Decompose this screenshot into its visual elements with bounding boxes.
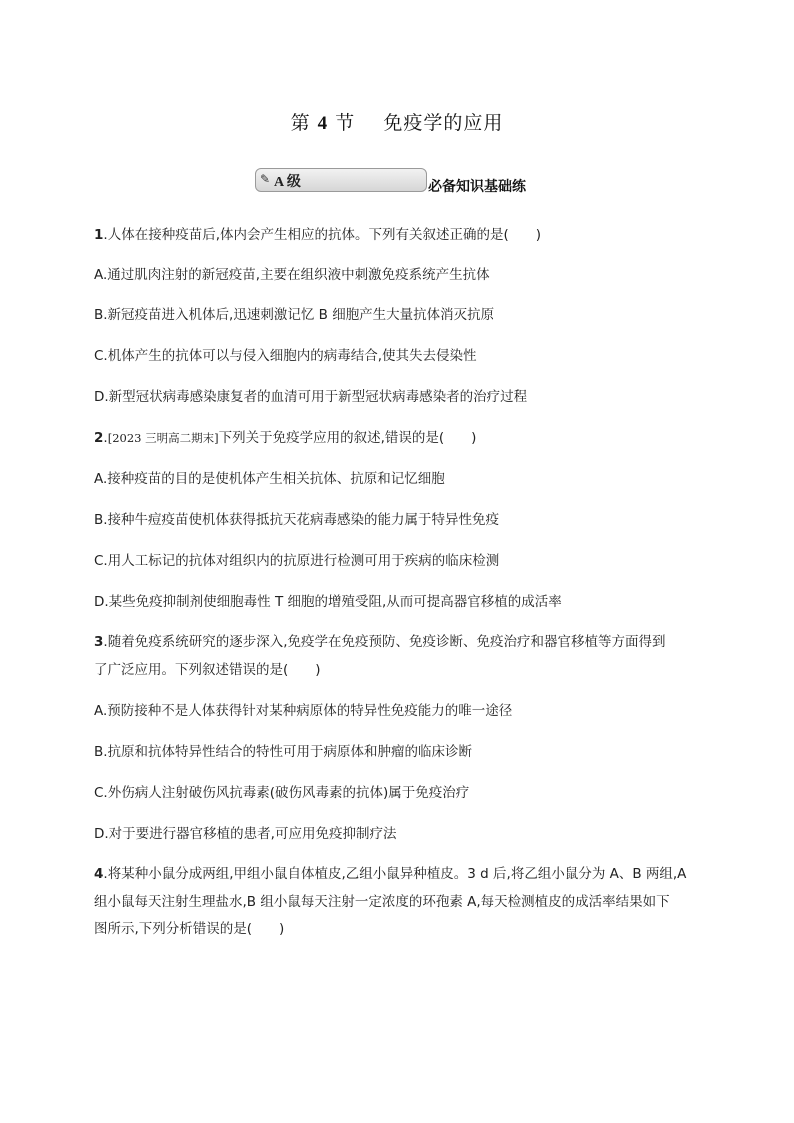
question-3-stem-line-1: 3.随着免疫系统研究的逐步深入,免疫学在免疫预防、免疫诊断、免疫治疗和器官移植等方面得到 [94, 634, 666, 650]
question-text: 随着免疫系统研究的逐步深入,免疫学在免疫预防、免疫诊断、免疫治疗和器官移植等方面得到 [107, 634, 666, 650]
question-source: [2023 三明高二期末] [107, 431, 219, 445]
level-banner [255, 168, 427, 192]
question-4-stem-line-3: 图所示,下列分析错误的是( ) [94, 921, 285, 937]
question-1-option-d: D.新型冠状病毒感染康复者的血清可用于新型冠状病毒感染者的治疗过程 [94, 389, 528, 405]
question-1-option-a: A.通过肌肉注射的新冠疫苗,主要在组织液中刺激免疫系统产生抗体 [94, 267, 490, 283]
question-number: 1 [94, 227, 104, 243]
question-3-option-b: B.抗原和抗体特异性结合的特性可用于病原体和肿瘤的临床诊断 [94, 744, 473, 760]
title-name: 免疫学的应用 [383, 112, 504, 134]
question-4-stem-line-1: 4.将某种小鼠分成两组,甲组小鼠自体植皮,乙组小鼠异种植皮。3 d 后,将乙组小鼠分为 A、B 两组,A [94, 866, 687, 882]
question-3-option-c: C.外伤病人注射破伤风抗毒素(破伤风毒素的抗体)属于免疫治疗 [94, 785, 470, 801]
page-title [0, 108, 794, 135]
question-1-option-b: B.新冠疫苗进入机体后,迅速刺激记忆 B 细胞产生大量抗体消灭抗原 [94, 307, 495, 323]
question-text: 人体在接种疫苗后,体内会产生相应的抗体。下列有关叙述正确的是( ) [107, 227, 542, 243]
title-prefix: 第 [290, 112, 311, 134]
title-suffix: 节 [335, 112, 356, 134]
question-text: 将某种小鼠分成两组,甲组小鼠自体植皮,乙组小鼠异种植皮。3 d 后,将乙组小鼠分为 A、B 两组,A [107, 866, 687, 882]
question-2-option-d: D.某些免疫抑制剂使细胞毒性 T 细胞的增殖受阻,从而可提高器官移植的成活率 [94, 594, 562, 610]
question-3-option-d: D.对于要进行器官移植的患者,可应用免疫抑制疗法 [94, 826, 397, 842]
question-3-stem-line-2: 了广泛应用。下列叙述错误的是( ) [94, 662, 321, 678]
question-1-stem: 1.人体在接种疫苗后,体内会产生相应的抗体。下列有关叙述正确的是( ) [94, 227, 542, 243]
question-text: 下列关于免疫学应用的叙述,错误的是( ) [218, 430, 477, 446]
question-number: 4 [94, 866, 104, 882]
question-number: 3 [94, 634, 104, 650]
question-3-option-a: A.预防接种不是人体获得针对某种病原体的特异性免疫能力的唯一途径 [94, 703, 513, 719]
question-2-option-b: B.接种牛痘疫苗使机体获得抵抗天花病毒感染的能力属于特异性免疫 [94, 512, 500, 528]
level-subtitle: 必备知识基础练 [428, 179, 526, 195]
question-2-stem: 2.[2023 三明高二期末]下列关于免疫学应用的叙述,错误的是( ) [94, 430, 477, 446]
level-badge: A 级 [274, 175, 301, 190]
question-2-option-a: A.接种疫苗的目的是使机体产生相关抗体、抗原和记忆细胞 [94, 471, 445, 487]
question-number: 2 [94, 430, 104, 446]
question-1-option-c: C.机体产生的抗体可以与侵入细胞内的病毒结合,使其失去侵染性 [94, 348, 477, 364]
question-4-stem-line-2: 组小鼠每天注射生理盐水,B 组小鼠每天注射一定浓度的环孢素 A,每天检测植皮的成活率结果如下 [94, 894, 670, 910]
title-number: 4 [317, 113, 329, 134]
question-2-option-c: C.用人工标记的抗体对组织内的抗原进行检测可用于疾病的临床检测 [94, 553, 500, 569]
pencil-icon: ✎ [260, 172, 271, 186]
